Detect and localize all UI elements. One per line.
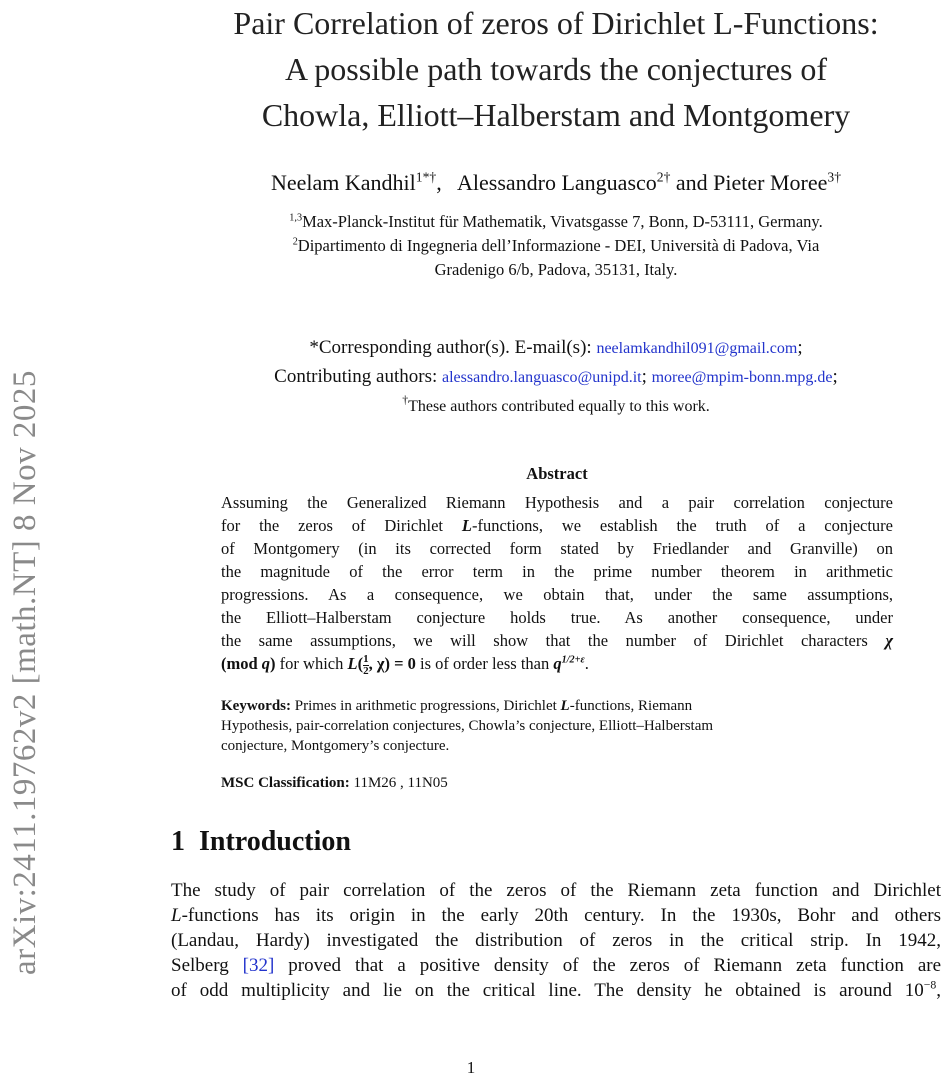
keywords-line: Hypothesis, pair-correlation conjectures, Chowla’s conjecture, Elliott–Halberstam <box>221 718 714 734</box>
keywords-line: conjecture, Montgomery’s conjecture. <box>221 738 450 754</box>
abstract-line: Assuming the Generalized Riemann Hypothesis and a pair correlation conjecture <box>221 493 893 512</box>
equal-note-text: These authors contributed equally to this work. <box>408 398 710 415</box>
body-text: of odd multiplicity and lie on the critical line. The density he obtained is around 10 <box>171 980 924 1001</box>
body-text: proved that a positive density of the zeros of Riemann zeta function are <box>288 955 942 976</box>
title-line-2: A possible path towards the conjectures of <box>284 51 828 87</box>
contact-info <box>171 334 941 421</box>
math-symbol: χ <box>885 631 894 650</box>
title-line-1: Pair Correlation of zeros of Dirichlet L-Functions: <box>233 5 879 41</box>
author-1-marks: 1*† <box>415 169 437 185</box>
abstract-line <box>221 652 893 677</box>
contributing-label: Contributing authors: <box>274 366 438 387</box>
email-link-languasco[interactable]: alessandro.languasco@unipd.it <box>442 369 642 386</box>
dagger-mark: † <box>402 393 409 407</box>
abstract-line <box>221 629 893 652</box>
author-2: Alessandro Languasco <box>457 170 657 195</box>
body-line <box>171 978 941 1003</box>
math-text: ( <box>357 654 364 673</box>
abstract-text: . <box>584 654 589 673</box>
abstract-text: for which <box>279 654 344 673</box>
msc-classification <box>221 775 448 792</box>
msc-codes: 11M26 , 11N05 <box>353 775 448 791</box>
arxiv-identifier: arXiv:2411.19762v2 [math.NT] 8 Nov 2025 <box>7 370 43 975</box>
abstract-text: the same assumptions, we will show that the number of Dirichlet characters <box>221 631 868 650</box>
author-3-marks: 3† <box>827 169 842 185</box>
affiliation-2 <box>171 234 941 258</box>
author-connector: and <box>675 170 708 195</box>
contributing-authors-line: Contributing authors: alessandro.languasco@unipd.it; moree@mpim-bonn.mpg.de; <box>274 366 838 387</box>
abstract-line: progressions. As a consequence, we obtain that, under the same assumptions, <box>221 585 893 604</box>
affiliation-2-text: Dipartimento di Ingegneria dell’Informazione - DEI, Università di Padova, Via <box>297 236 820 255</box>
affiliations <box>171 210 941 282</box>
corresponding-author-line: *Corresponding author(s). E-mail(s): neelamkandhil091@gmail.com; <box>309 337 803 358</box>
section-title: Introduction <box>199 826 351 857</box>
math-symbol: L <box>171 905 182 926</box>
math-symbol: q <box>261 654 271 673</box>
author-1: Neelam Kandhil <box>270 170 416 195</box>
abstract-text: is of order less than <box>420 654 550 673</box>
affiliation-2-cont: Gradenigo 6/b, Padova, 35131, Italy. <box>434 260 678 279</box>
abstract-line <box>221 514 893 537</box>
affiliation-1 <box>171 210 941 234</box>
math-text: ) <box>270 654 276 673</box>
email-link-kandhil[interactable]: neelamkandhil091@gmail.com <box>596 340 798 357</box>
keywords-text: -functions, Riemann <box>569 698 693 714</box>
keywords-label: Keywords: <box>221 698 291 714</box>
keywords-text: Primes in arithmetic progressions, Dirichlet <box>294 698 557 714</box>
author-2-marks: 2† <box>656 169 671 185</box>
math-symbol: q <box>553 654 562 673</box>
body-text: Selberg <box>171 955 229 976</box>
abstract-line: the magnitude of the error term in the prime number theorem in arithmetic <box>221 562 893 581</box>
abstract-line: of Montgomery (in its corrected form stated by Friedlander and Granville) on <box>221 539 893 558</box>
math-symbol: L <box>347 654 358 673</box>
author-3: Pieter Moree <box>713 170 828 195</box>
abstract-text: -functions, we establish the truth of a conjecture <box>471 516 894 535</box>
affiliation-2-mark: 2 <box>292 236 298 248</box>
corresponding-label: *Corresponding author(s). E-mail(s): <box>309 337 592 358</box>
equal-contribution-note <box>171 392 941 421</box>
affiliation-1-mark: 1,3 <box>289 212 303 224</box>
body-text: , <box>936 980 941 1001</box>
paper-title <box>171 0 941 138</box>
body-line: The study of pair correlation of the zeros of the Riemann zeta function and Dirichlet <box>171 880 941 901</box>
intro-paragraph <box>171 878 941 1003</box>
body-line <box>171 953 941 978</box>
email-link-moree[interactable]: moree@mpim-bonn.mpg.de <box>651 369 833 386</box>
abstract-text: for the zeros of Dirichlet <box>221 516 443 535</box>
author-list: Neelam Kandhil$^{1*\dagger}$, Alessandro Languasco$^{2\dagger}$ and Pieter Moree$^{3\dagger}$ <box>270 169 842 195</box>
abstract-heading: Abstract <box>526 464 588 483</box>
page-number: 1 <box>466 1058 476 1077</box>
keywords-line <box>221 696 901 716</box>
math-symbol: L <box>560 698 570 714</box>
body-line: (Landau, Hardy) investigated the distribution of zeros in the critical strip. In 1942, <box>171 930 941 951</box>
affiliation-1-text: Max-Planck-Institut für Mathematik, Vivatsgasse 7, Bonn, D-53111, Germany. <box>302 212 823 231</box>
msc-label: MSC Classification: <box>221 775 350 791</box>
fraction-numerator: 1 <box>363 652 369 665</box>
fraction-denominator: 2 <box>363 664 369 677</box>
math-exponent: −8 <box>923 978 937 992</box>
body-text: -functions has its origin in the early 20th century. In the 1930s, Bohr and others <box>181 905 941 926</box>
math-symbol: L <box>461 516 472 535</box>
math-text: , χ) = 0 <box>368 654 416 673</box>
section-heading <box>171 826 351 858</box>
math-text: (mod <box>221 654 258 673</box>
abstract-body <box>221 491 893 677</box>
title-line-3: Chowla, Elliott–Halberstam and Montgomery <box>261 97 851 133</box>
citation-link[interactable]: [32] <box>242 955 275 976</box>
math-exponent: 1/2+ε <box>561 654 585 666</box>
keywords <box>221 696 901 756</box>
abstract-line: the Elliott–Halberstam conjecture holds true. As another consequence, under <box>221 608 893 627</box>
body-line <box>171 903 941 928</box>
section-number: 1 <box>171 826 185 857</box>
